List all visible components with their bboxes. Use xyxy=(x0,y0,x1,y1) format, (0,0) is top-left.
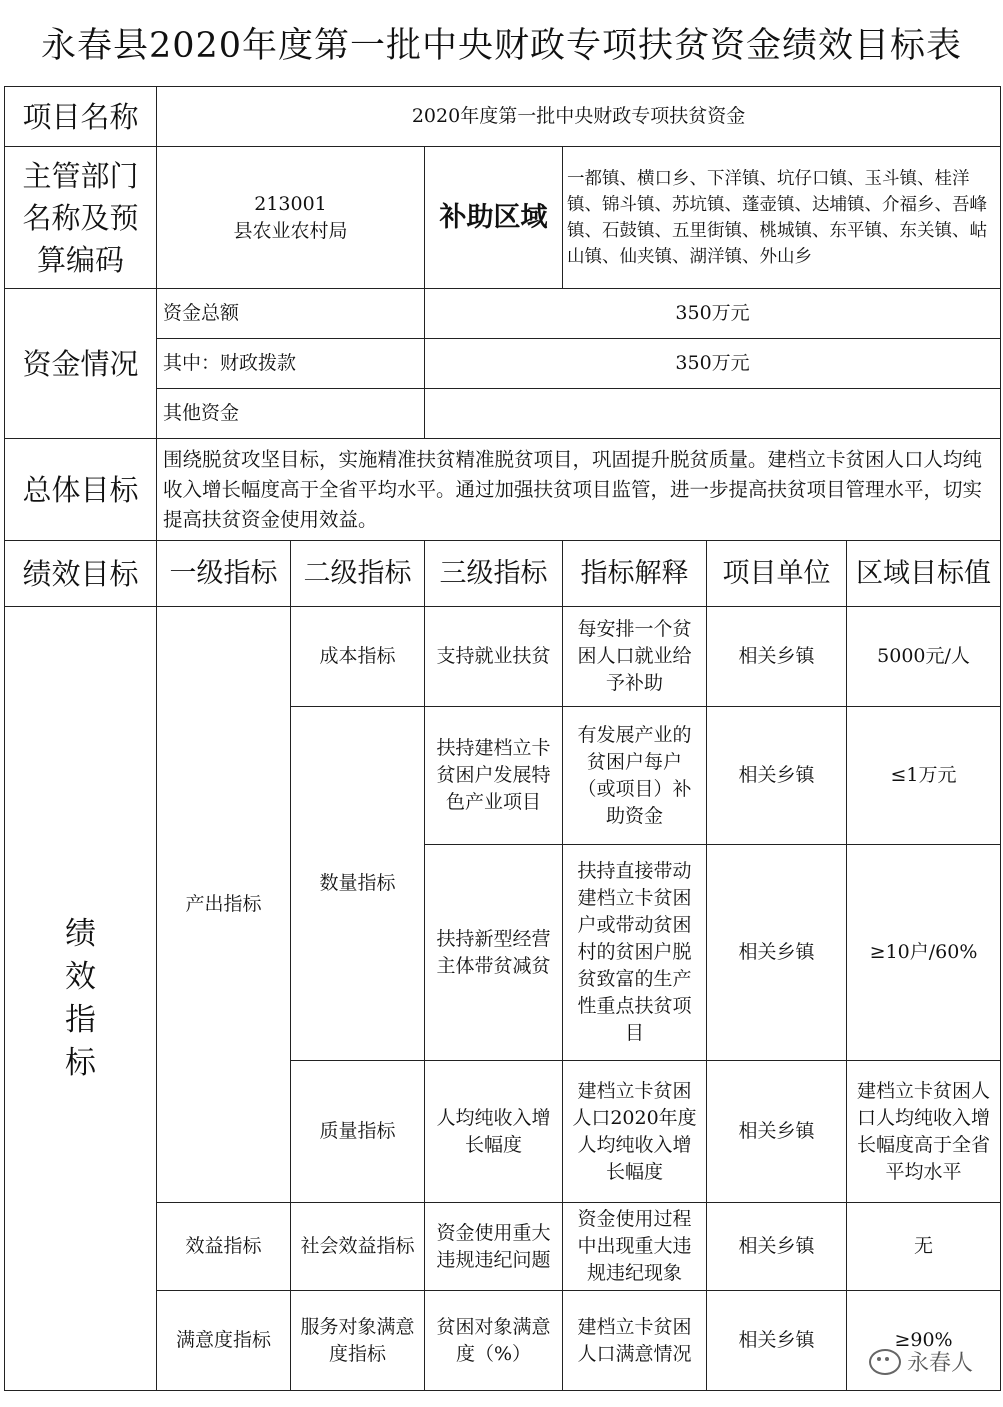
unit-cell: 相关乡镇 xyxy=(707,1291,847,1391)
dept-name: 县农业农村局 xyxy=(233,219,348,242)
unit-cell: 相关乡镇 xyxy=(707,1061,847,1203)
funds-row-value: 350万元 xyxy=(425,339,1001,389)
explain-cell: 建档立卡贫困人口2020年度人均纯收入增长幅度 xyxy=(563,1061,707,1203)
unit-cell: 相关乡镇 xyxy=(707,845,847,1061)
watermark-text: 永春人 xyxy=(906,1351,973,1376)
level3-cell: 贫困对象满意度（%） xyxy=(425,1291,563,1391)
explain-cell: 有发展产业的贫困户每户（或项目）补助资金 xyxy=(563,707,707,845)
dept-label: 主管部门名称及预算编码 xyxy=(5,147,157,289)
unit-cell: 相关乡镇 xyxy=(707,707,847,845)
target-cell: 建档立卡贫困人口人均纯收入增长幅度高于全省平均水平 xyxy=(847,1061,1001,1203)
level2-cost: 成本指标 xyxy=(291,607,425,707)
unit-cell: 相关乡镇 xyxy=(707,1203,847,1291)
watermark xyxy=(869,1346,973,1377)
funds-row-name: 其他资金 xyxy=(157,389,425,439)
project-label: 项目名称 xyxy=(5,87,157,147)
level3-cell: 扶持建档立卡贫困户发展特色产业项目 xyxy=(425,707,563,845)
dept-cell xyxy=(157,147,425,289)
project-value: 2020年度第一批中央财政专项扶贫资金 xyxy=(157,87,1001,147)
wechat-icon xyxy=(869,1349,901,1375)
explain-cell: 建档立卡贫困人口满意情况 xyxy=(563,1291,707,1391)
perf-indicator-text: 绩效指标 xyxy=(65,915,96,1081)
goal-label: 总体目标 xyxy=(5,439,157,541)
level1-benefit: 效益指标 xyxy=(157,1203,291,1291)
level1-output: 产出指标 xyxy=(157,607,291,1203)
level3-cell: 人均纯收入增长幅度 xyxy=(425,1061,563,1203)
dept-row xyxy=(5,147,1001,289)
goal-text: 围绕脱贫攻坚目标，实施精准扶贫精准脱贫项目，巩固提升脱贫质量。建档立卡贫困人口人均纯收入增长幅度高于全省平均水平。通过加强扶贫项目监管，进一步提高扶贫项目管理水平，切实提高扶贫资金使用效益。 xyxy=(157,439,1001,541)
level2-quantity: 数量指标 xyxy=(291,707,425,1061)
perf-header-row xyxy=(5,541,1001,607)
page-title: 永春县2020年度第一批中央财政专项扶贫资金绩效目标表 xyxy=(40,26,963,66)
level2-service: 服务对象满意度指标 xyxy=(291,1291,425,1391)
target-cell: 无 xyxy=(847,1203,1001,1291)
level3-cell: 资金使用重大违规违纪问题 xyxy=(425,1203,563,1291)
funds-row-value: 350万元 xyxy=(425,289,1001,339)
funds-row-name: 其中：财政拨款 xyxy=(157,339,425,389)
region-value: 一都镇、横口乡、下洋镇、坑仔口镇、玉斗镇、桂洋镇、锦斗镇、苏坑镇、蓬壶镇、达埔镇、介福乡、吾峰镇、石鼓镇、五里街镇、桃城镇、东平镇、东关镇、岵山镇、仙夹镇、湖洋镇、外山乡 xyxy=(563,147,1001,289)
table-row xyxy=(5,607,1001,707)
funds-label: 资金情况 xyxy=(5,289,157,439)
perf-header-cell: 三级指标 xyxy=(425,541,563,607)
level1-satisfaction: 满意度指标 xyxy=(157,1291,291,1391)
explain-cell: 资金使用过程中出现重大违规违纪现象 xyxy=(563,1203,707,1291)
region-label: 补助区域 xyxy=(425,147,563,289)
goal-row xyxy=(5,439,1001,541)
perf-indicator-label xyxy=(5,607,157,1391)
level3-cell: 扶持新型经营主体带贫减贫 xyxy=(425,845,563,1061)
level2-quality: 质量指标 xyxy=(291,1061,425,1203)
level3-cell: 支持就业扶贫 xyxy=(425,607,563,707)
performance-table xyxy=(4,86,1001,1391)
perf-header-cell: 绩效目标 xyxy=(5,541,157,607)
dept-code: 213001 xyxy=(254,192,327,215)
perf-header-cell: 项目单位 xyxy=(707,541,847,607)
project-row xyxy=(5,87,1001,147)
level2-social: 社会效益指标 xyxy=(291,1203,425,1291)
explain-cell: 扶持直接带动建档立卡贫困户或带动贫困村的贫困户脱贫致富的生产性重点扶贫项目 xyxy=(563,845,707,1061)
perf-header-cell: 指标解释 xyxy=(563,541,707,607)
funds-row xyxy=(5,289,1001,339)
target-cell: ≥10户/60% xyxy=(847,845,1001,1061)
funds-row-value xyxy=(425,389,1001,439)
unit-cell: 相关乡镇 xyxy=(707,607,847,707)
perf-header-cell: 一级指标 xyxy=(157,541,291,607)
perf-header-cell: 区域目标值 xyxy=(847,541,1001,607)
target-cell: ≤1万元 xyxy=(847,707,1001,845)
funds-row-name: 资金总额 xyxy=(157,289,425,339)
target-cell: 5000元/人 xyxy=(847,607,1001,707)
perf-header-cell: 二级指标 xyxy=(291,541,425,607)
explain-cell: 每安排一个贫困人口就业给予补助 xyxy=(563,607,707,707)
target-cell: ≥90% xyxy=(847,1291,1001,1391)
